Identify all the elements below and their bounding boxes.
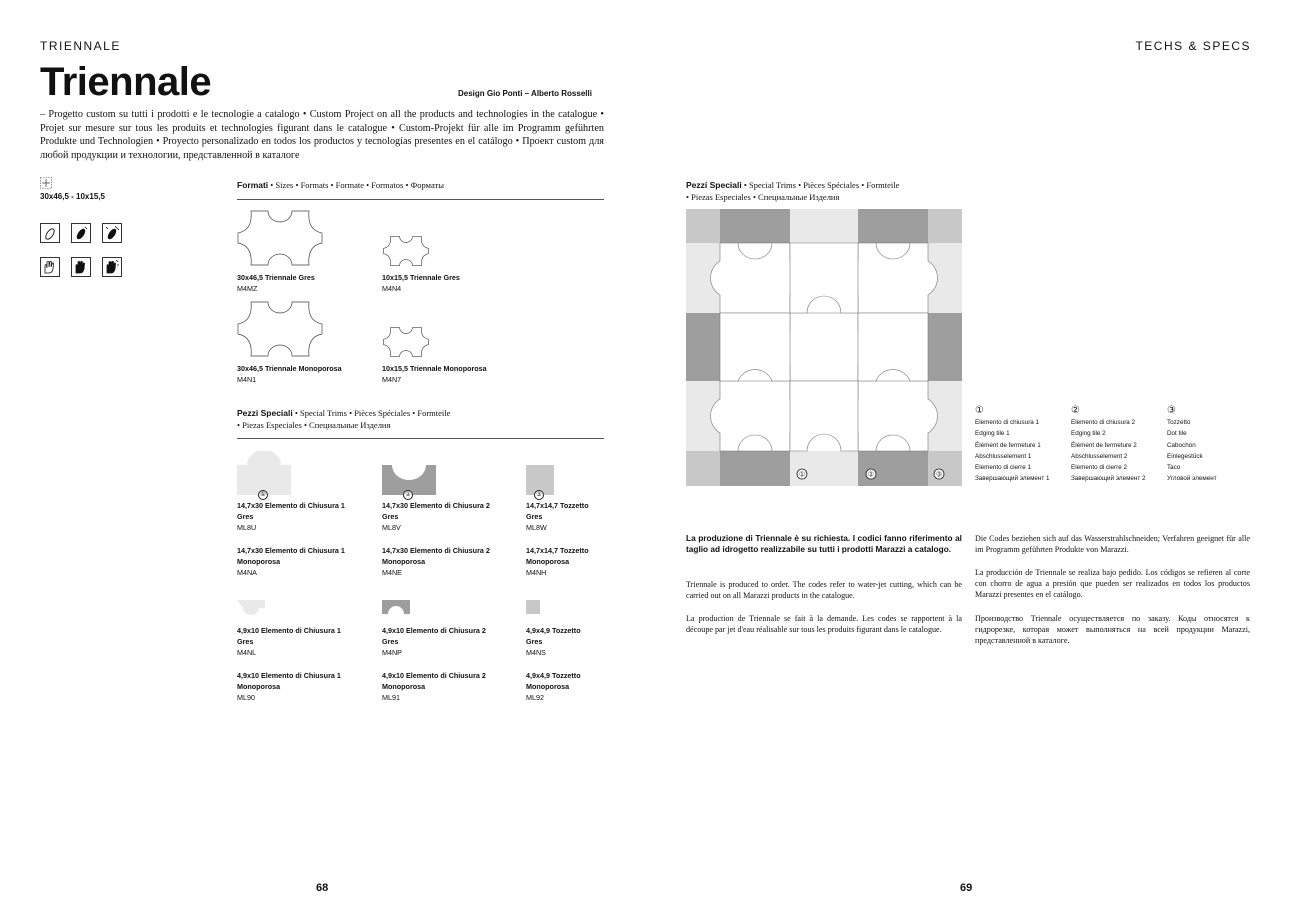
legend-line: Угловой элемент <box>1167 475 1217 483</box>
trim-item-code: ML92 <box>526 693 544 703</box>
formati-heading-rest: • Sizes • Formats • Formate • Formatos • Форматы <box>268 180 444 190</box>
formati-heading-bold: Formati <box>237 180 269 190</box>
trim-item-material: Monoporosa <box>382 682 426 692</box>
trim-item-material: Monoporosa <box>526 682 570 692</box>
running-header-left: TRIENNALE <box>40 39 121 53</box>
trim-item-name: 4,9x10 Elemento di Chiusura 1 <box>237 671 341 680</box>
pezzi-heading-left <box>237 408 605 431</box>
legend-line: Cabochon <box>1167 441 1196 449</box>
body-text-de: Die Codes beziehen sich auf das Wasserstrahlschneiden; Verfahren geeignet für alle im Programm geführten Produkte von Marazzi. <box>975 534 1250 555</box>
legend-column-2 <box>1071 405 1146 484</box>
pezzi-heading-right <box>686 180 986 203</box>
tile-triennale-30x46-monoporosa <box>237 301 323 357</box>
trim-item <box>237 500 345 534</box>
formati-item-code: M4MZ <box>237 284 258 294</box>
tile-triennale-30x46-gres <box>237 210 323 266</box>
diagram-marker-1: ① <box>798 471 806 479</box>
marker-2: ② <box>403 483 413 501</box>
formati-item-name: 10x15,5 Triennale Gres <box>382 273 460 282</box>
trim-item <box>526 500 589 534</box>
trim-item-material: Monoporosa <box>237 557 281 567</box>
body-text-es: La producción de Triennale se realiza bajo pedido. Los códigos se refieren al corte con chorro de agua a presión que pueden ser realizados en todos los productos Marazzi presentes en el catálogo. <box>975 568 1250 600</box>
legend-number: ② <box>1071 405 1080 416</box>
trim-item-material: Monoporosa <box>526 557 570 567</box>
formati-item <box>382 363 487 385</box>
legend-line: Einlegestück <box>1167 452 1203 460</box>
trim-item-name: 4,9x4,9 Tozzetto <box>526 626 581 635</box>
trim-item <box>237 670 341 704</box>
trim-item-material: Gres <box>526 512 543 522</box>
trim-item-material: Gres <box>237 637 254 647</box>
foot-light-icon <box>40 223 60 243</box>
formati-item-name: 30x46,5 Triennale Gres <box>237 273 315 282</box>
pezzi-heading-bold: Pezzi Speciali <box>237 408 293 418</box>
legend-line: Élément de fermeture 2 <box>1071 441 1137 449</box>
diagram-marker-2: ② <box>867 471 875 479</box>
trim-item-code: M4NA <box>237 568 257 578</box>
legend-line: Elemento di chiusura 1 <box>975 419 1040 427</box>
trim-item <box>526 625 581 659</box>
legend-column-3 <box>1167 405 1217 484</box>
trim-item-name: 14,7x14,7 Tozzetto <box>526 501 589 510</box>
trim-item-name: 4,9x4,9 Tozzetto <box>526 671 581 680</box>
trim-item <box>382 500 490 534</box>
legend-line: Tozzetto <box>1167 419 1191 427</box>
tile-layout-diagram <box>686 209 962 486</box>
formati-item-name: 30x46,5 Triennale Monoporosa <box>237 364 342 373</box>
trim-item <box>382 625 486 659</box>
legend-line: Elemento di chiusura 2 <box>1071 419 1136 427</box>
formati-item-code: M4N4 <box>382 284 402 294</box>
page-number-right: 69 <box>960 882 973 894</box>
formati-item-name: 10x15,5 Triennale Monoporosa <box>382 364 487 373</box>
available-sizes: 30x46,5 - 10x15,5 <box>40 192 105 201</box>
legend-line: Abschlusselement 1 <box>975 452 1032 460</box>
trim-item <box>526 545 589 579</box>
legend-number: ① <box>975 405 984 416</box>
trim-item-material: Gres <box>237 512 254 522</box>
formati-item <box>237 363 342 385</box>
trim-item <box>237 625 341 659</box>
grid-size-icon <box>40 177 52 189</box>
legend-line: Завершающий элемент 1 <box>975 475 1050 483</box>
legend-line: Edging tile 1 <box>975 430 1010 438</box>
trim-item-code: ML91 <box>382 693 400 703</box>
formati-heading <box>237 180 605 192</box>
designer-credit: Design Gio Ponti – Alberto Rosselli <box>458 89 592 98</box>
legend-line: Élément de fermeture 1 <box>975 441 1041 449</box>
pezzi-heading-rest2: • Piezas Especiales • Специальные Изделия <box>237 419 391 430</box>
trim-item-material: Gres <box>382 637 399 647</box>
legend-number: ③ <box>1167 405 1176 416</box>
trim-item <box>382 670 486 704</box>
diagram-marker-3: ③ <box>935 471 943 479</box>
trim-item-material: Gres <box>526 637 543 647</box>
pezzi-heading-rest: • Special Trims • Pièces Spéciales • Formteile <box>292 408 451 418</box>
trim-small-edging-2-shape <box>382 600 410 614</box>
body-text-ru: Производство Triennale осуществляется по заказу. Коды относятся к гидрорезке, которая может выполняться на всей продукции Marazzi, представленной в каталоге. <box>975 614 1250 646</box>
trim-item-name: 14,7x30 Elemento di Chiusura 2 <box>382 501 490 510</box>
page-title: Triennale <box>40 60 212 104</box>
trim-item-code: ML8V <box>382 523 401 533</box>
formati-item-code: M4N1 <box>237 375 257 385</box>
body-text-it: La produzione di Triennale è su richiesta. I codici fanno riferimento al taglio ad idrogetto realizzabile su tutti i prodotti Marazzi a catalogo. <box>686 533 962 555</box>
tile-triennale-10x15-monoporosa <box>383 327 429 357</box>
trim-item-name: 14,7x30 Elemento di Chiusura 1 <box>237 501 345 510</box>
formati-item <box>382 272 460 294</box>
legend-line: Elemento di cierre 2 <box>1071 464 1127 472</box>
trim-item-name: 4,9x10 Elemento di Chiusura 1 <box>237 626 341 635</box>
trim-item-material: Gres <box>382 512 399 522</box>
legend-line: Завершающий элемент 2 <box>1071 475 1146 483</box>
trim-item-code: ML8W <box>526 523 547 533</box>
body-text-fr: La production de Triennale se fait à la demande. Les codes se rapportent à la découpe par jet d'eau réalisable sur tous les produits figurant dans le catalogue. <box>686 614 962 635</box>
trim-item-name: 4,9x10 Elemento di Chiusura 2 <box>382 671 486 680</box>
trim-item-name: 14,7x14,7 Tozzetto <box>526 546 589 555</box>
page-number-left: 68 <box>316 882 329 894</box>
pezzi-heading-rest2: • Piezas Especiales • Специальные Изделия <box>686 191 840 202</box>
trim-item-code: ML8U <box>237 523 257 533</box>
trim-item-material: Monoporosa <box>382 557 426 567</box>
trim-item-code: M4NE <box>382 568 402 578</box>
legend-column-1 <box>975 405 1050 484</box>
trim-item-code: M4NP <box>382 648 402 658</box>
trim-item-code: M4NH <box>526 568 547 578</box>
intro-paragraph: – Progetto custom su tutti i prodotti e le tecnologie a catalogo • Custom Project on all the products and technologies in the catalogue • Projet sur mesure sur tous les produits et technologies figurant dans le catalogue • Custom-Projekt für alle im Programm geführten Produkte und Technologien • Proyecto personalizado en todos los productos y tecnologías presentes en el catálogo • Проект custom для любой продукции и технологии, представленной в каталоге <box>40 109 604 161</box>
formati-divider <box>237 199 604 200</box>
legend-line: Edging tile 2 <box>1071 430 1106 438</box>
trim-item-code: M4NS <box>526 648 546 658</box>
trim-item-name: 14,7x30 Elemento di Chiusura 1 <box>237 546 345 555</box>
pezzi-heading-bold: Pezzi Speciali <box>686 180 742 190</box>
hand-heavy-icon <box>102 257 122 277</box>
running-header-right: TECHS & SPECS <box>1135 39 1251 53</box>
trim-item <box>382 545 490 579</box>
marker-1: ① <box>258 483 268 501</box>
trim-item <box>526 670 581 704</box>
trim-item-code: M4NL <box>237 648 257 658</box>
formati-item <box>237 272 315 294</box>
legend-line: Dot tile <box>1167 430 1187 438</box>
body-text-en: Triennale is produced to order. The codes refer to water-jet cutting, which can be carried out on all Marazzi products in the catalogue. <box>686 580 962 601</box>
formati-item-code: M4N7 <box>382 375 402 385</box>
legend-line: Taco <box>1167 464 1181 472</box>
trim-small-tozzetto-shape <box>526 600 540 614</box>
trim-small-edging-1-shape <box>237 600 265 616</box>
hand-medium-icon <box>71 257 91 277</box>
tile-triennale-10x15-gres <box>383 236 429 266</box>
trim-item-name: 14,7x30 Elemento di Chiusura 2 <box>382 546 490 555</box>
hand-light-icon <box>40 257 60 277</box>
trim-item-name: 4,9x10 Elemento di Chiusura 2 <box>382 626 486 635</box>
pezzi-heading-rest: • Special Trims • Pièces Spéciales • Formteile <box>741 180 900 190</box>
trim-item-material: Monoporosa <box>237 682 281 692</box>
legend-line: Abschlusselement 2 <box>1071 452 1128 460</box>
legend-line: Elemento di cierre 1 <box>975 464 1031 472</box>
marker-3: ③ <box>534 483 544 501</box>
foot-medium-icon <box>71 223 91 243</box>
pezzi-divider-left <box>237 438 604 439</box>
trim-item-code: ML90 <box>237 693 255 703</box>
trim-item <box>237 545 345 579</box>
foot-heavy-icon <box>102 223 122 243</box>
